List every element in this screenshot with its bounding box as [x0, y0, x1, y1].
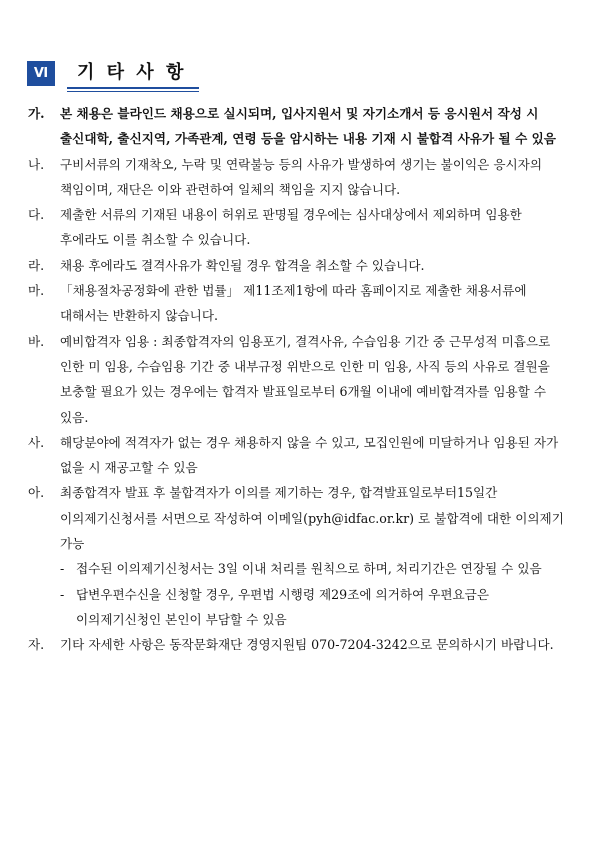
- item-text: 최종합격자 발표 후 불합격자가 이의를 제기하는 경우, 합격발표일로부터15일간 이의제기신청서를 서면으로 작성하여 이메일(pyh@idfac.or.kr) 로 불합격에 대한 이의제기 가능: [60, 485, 564, 552]
- list-item: [28, 253, 570, 278]
- list-item: [28, 480, 570, 556]
- sub-item-dash: -: [60, 586, 65, 602]
- section-header: [27, 60, 199, 90]
- section-number-badge: Ⅵ: [27, 61, 55, 86]
- item-text: 「채용절차공정화에 관한 법률」 제11조제1항에 따라 홈페이지로 제출한 채용서류에 대해서는 반환하지 않습니다.: [60, 283, 527, 324]
- list-item: [28, 329, 570, 430]
- sub-list-item: [28, 556, 570, 581]
- sub-item-text: 접수된 이의제기신청서는 3일 이내 처리를 원칙으로 하며, 처리기간은 연장될 수 있음: [76, 561, 542, 577]
- title-underline: [67, 87, 199, 89]
- item-text: 구비서류의 기재착오, 누락 및 연락불능 등의 사유가 발생하여 생기는 불이익은 응시자의 책임이며, 재단은 이와 관련하여 일체의 책임을 지지 않습니다.: [60, 156, 542, 197]
- item-label: 가.: [28, 106, 45, 121]
- item-label: 나.: [28, 156, 45, 172]
- item-label: 바.: [28, 333, 45, 349]
- notice-list: [28, 101, 570, 658]
- item-label: 자.: [28, 637, 45, 653]
- item-label: 다.: [28, 207, 45, 223]
- item-label: 마.: [28, 283, 45, 299]
- item-label: 사.: [28, 434, 45, 450]
- list-item: [28, 202, 570, 253]
- list-item: [28, 632, 570, 657]
- sub-item-dash: -: [60, 561, 65, 577]
- item-text: 기타 자세한 사항은 동작문화재단 경영지원팀 070-7204-3242으로 문의하시기 바랍니다.: [60, 637, 554, 653]
- list-item: [28, 278, 570, 329]
- item-text: 해당분야에 적격자가 없는 경우 채용하지 않을 수 있고, 모집인원에 미달하거나 임용된 자가 없을 시 재공고할 수 있음: [60, 434, 559, 476]
- section-title: 기 타 사 항: [77, 62, 187, 83]
- item-text: 제출한 서류의 기재된 내용이 허위로 판명될 경우에는 심사대상에서 제외하며 임용한 후에라도 이를 취소할 수 있습니다.: [60, 207, 522, 248]
- item-text: 본 채용은 블라인드 채용으로 실시되며, 입사지원서 및 자기소개서 등 응시원서 작성 시 출신대학, 출신지역, 가족관계, 연령 등을 암시하는 내용 기재 시 불합격 사유가 될 수 있음: [60, 106, 556, 147]
- item-label: 라.: [28, 257, 45, 273]
- list-item: [28, 430, 570, 481]
- sub-item-text: 답변우편수신을 신청할 경우, 우편법 시행령 제29조에 의거하여 우편요금은 이의제기신청인 본인이 부담할 수 있음: [76, 586, 490, 627]
- title-underline-thin: [67, 91, 199, 92]
- item-label: 아.: [28, 485, 45, 501]
- list-item: [28, 152, 570, 203]
- list-item: [28, 101, 570, 152]
- item-text: 예비합격자 임용 : 최종합격자의 임용포기, 결격사유, 수습임용 기간 중 근무성적 미흡으로 인한 미 임용, 수습임용 기간 중 내부규정 위반으로 인한 미 임용, 사직 등의 사유로 결원을 보충할 필요가 있는 경우에는 합격자 발표일로부터 6개월 이내에 예비합격자를 임용할 수 있음.: [60, 333, 551, 425]
- sub-list-item: [28, 582, 570, 633]
- item-text: 채용 후에라도 결격사유가 확인될 경우 합격을 취소할 수 있습니다.: [60, 257, 425, 273]
